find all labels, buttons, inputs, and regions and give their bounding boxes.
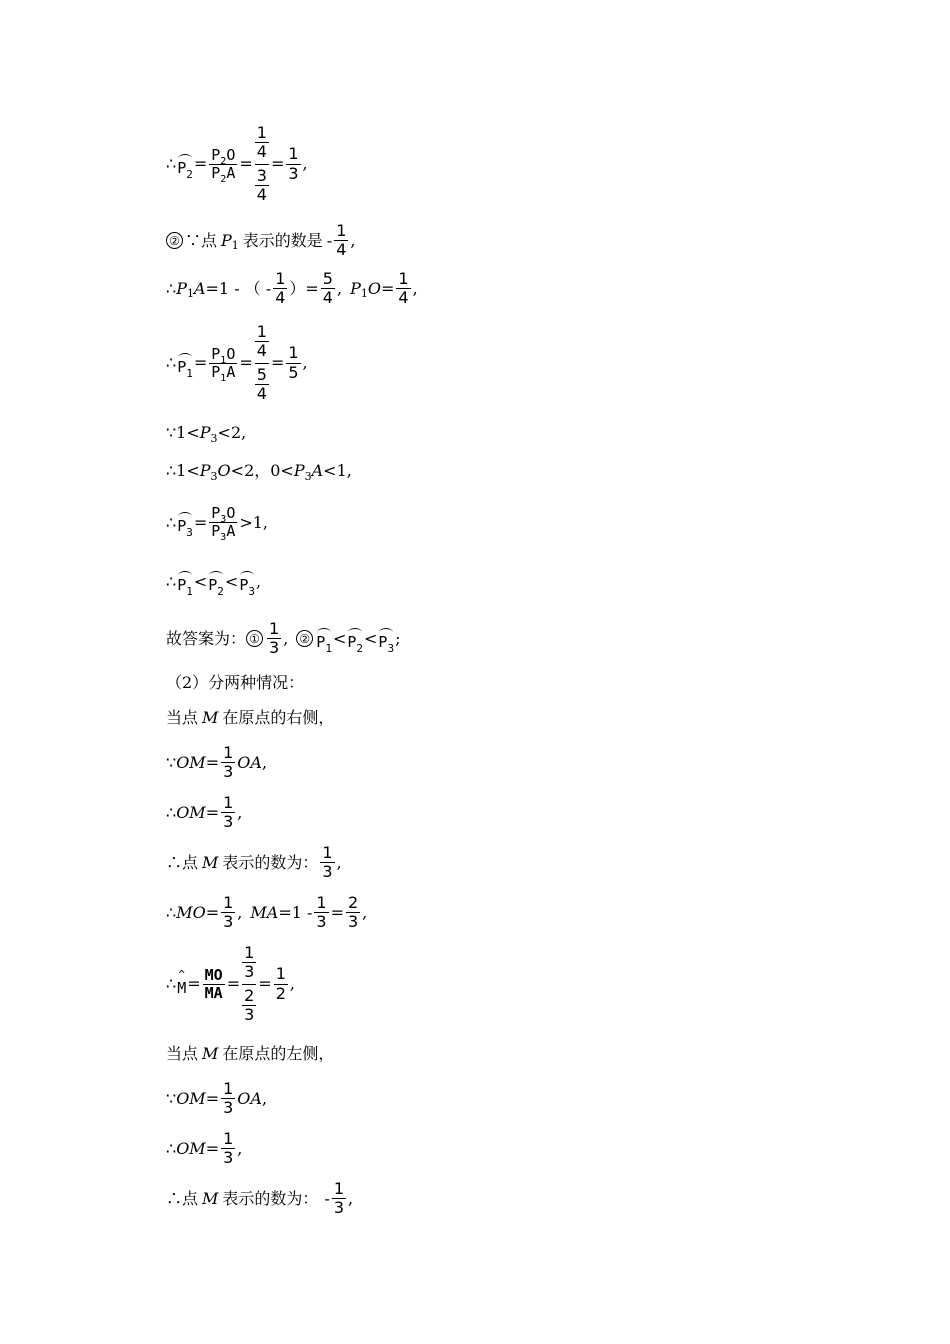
line-7 <box>166 504 269 544</box>
fraction: $\frac{1}{3}$ <box>223 893 234 932</box>
therefore-sign: ∴ <box>166 512 177 532</box>
comma: , <box>302 154 308 174</box>
circled-two: ② <box>166 232 183 249</box>
text: 当点 <box>166 1044 199 1063</box>
line-12 <box>166 744 267 782</box>
comma: , <box>336 278 343 298</box>
var-p: P <box>199 461 211 480</box>
therefore-sign: ∴ <box>166 902 177 922</box>
text: <2, <box>217 423 247 442</box>
line-17 <box>166 1046 334 1062</box>
subscript: 1 <box>186 287 194 301</box>
comma: , <box>255 571 262 591</box>
var-m: M <box>202 852 219 872</box>
text: <2，0< <box>230 461 294 480</box>
therefore-sign: ∴ <box>166 1138 177 1158</box>
var-om: OM <box>176 802 206 822</box>
var-om: OM <box>176 1088 206 1108</box>
line-3 <box>166 270 418 308</box>
subscript: 3 <box>210 431 218 445</box>
text: 表示的数为： <box>222 1188 319 1208</box>
because-sign: ∵ <box>166 1088 177 1108</box>
arc-p1: $P_1$ <box>316 627 332 650</box>
arc-p2: $P_2$ <box>208 570 224 593</box>
text: 当点 <box>166 708 199 727</box>
var-a: A <box>311 461 324 480</box>
equals: = <box>330 902 344 922</box>
var-m: M <box>202 1188 219 1208</box>
fraction: $\frac{1}{3}$ <box>269 619 280 658</box>
arc-p3: $P_3$ <box>239 570 255 593</box>
fraction: $\frac{1}{3}$ <box>223 743 234 782</box>
var-o: O <box>217 461 231 480</box>
equals: = <box>193 512 208 532</box>
fraction-p2o-p2a: $\frac{P_2O}{P_2A}$ <box>211 145 236 185</box>
var-p: P <box>293 461 305 480</box>
text: ∵1< <box>166 423 200 442</box>
because-sign: ∵ <box>166 752 177 772</box>
var-om: OM <box>176 1138 206 1158</box>
comma: , <box>350 230 356 250</box>
equals: = <box>258 974 272 994</box>
equals: = <box>205 1088 220 1108</box>
arc-p2: $P_2$ <box>177 153 193 176</box>
comma: , <box>362 902 368 922</box>
fraction: $\frac{1}{4}$ <box>275 269 286 308</box>
var-p: P <box>199 423 211 442</box>
fraction-result: $\frac{1}{3}$ <box>288 144 299 183</box>
arc-p2: $P_2$ <box>347 627 363 650</box>
equals: = <box>193 353 208 373</box>
fraction: $\frac{1}{4}$ <box>336 221 347 260</box>
text: 在原点的右侧， <box>222 708 335 727</box>
less-than: < <box>364 628 378 648</box>
fraction: $\frac{1}{3}$ <box>333 1179 345 1218</box>
equals: = <box>270 353 285 373</box>
fraction-result: $\frac{1}{5}$ <box>288 343 299 382</box>
equals: = <box>205 1138 220 1158</box>
therefore-sign: ∴ <box>166 353 177 373</box>
fraction: $\frac{1}{4}$ <box>398 269 409 308</box>
var-m: M <box>202 1044 219 1063</box>
var-ma: MA <box>250 902 279 922</box>
line-9 <box>166 620 400 658</box>
fraction: $\frac{1}{3}$ <box>223 1079 234 1118</box>
var-p: P <box>350 278 361 298</box>
fraction-p1o-p1a: $\frac{P_1O}{P_1A}$ <box>211 344 236 384</box>
equals: = <box>239 353 253 373</box>
less-than: < <box>332 628 347 648</box>
line-8 <box>166 570 262 598</box>
comma: , <box>237 802 243 822</box>
equals: = <box>205 752 220 772</box>
line-10 <box>166 675 304 691</box>
text: =1 - （ - <box>205 278 272 298</box>
minus: - <box>324 1188 330 1208</box>
equals: = <box>205 802 220 822</box>
fraction: $\frac{1}{3}$ <box>322 843 333 882</box>
circled-one: ① <box>246 630 263 647</box>
fraction: $\frac{5}{4}$ <box>322 269 333 308</box>
equals: = <box>193 154 208 174</box>
text: =1 - <box>278 902 313 922</box>
comma: , <box>237 1138 243 1158</box>
less-than: < <box>193 571 208 591</box>
semicolon: ; <box>395 628 401 648</box>
var-p: P <box>221 230 232 250</box>
equals: = <box>205 902 220 922</box>
text: <1, <box>323 461 352 480</box>
subscript: 3 <box>304 469 312 483</box>
line-20 <box>166 1180 353 1218</box>
arc-p1: $P_1$ <box>177 352 193 375</box>
fraction-mo-ma: $\frac{MO}{MA}$ <box>204 965 223 1002</box>
therefore-sign: ∴ <box>166 974 177 994</box>
subscript: 1 <box>360 287 368 301</box>
arc-p1: $P_1$ <box>177 570 193 593</box>
line-14 <box>166 844 342 882</box>
text: ∴1< <box>166 461 200 480</box>
line-4 <box>166 323 308 404</box>
fraction: $\frac{2}{3}$ <box>347 893 359 932</box>
var-a: A <box>193 278 206 298</box>
text: >1, <box>239 512 269 532</box>
therefore-sign: ∴ <box>166 154 177 174</box>
equals: = <box>226 974 241 994</box>
arc-p3: $P_3$ <box>378 627 394 650</box>
comma: , <box>237 902 243 922</box>
arc-p3: $P_3$ <box>177 511 193 534</box>
var-om: OM <box>176 752 206 772</box>
text: 表示的数是 <box>242 230 323 250</box>
fraction-p3o-p3a: $\frac{P_3O}{P_3A}$ <box>211 504 236 544</box>
comma: , <box>261 752 268 772</box>
text: 在原点的左侧， <box>222 1044 335 1063</box>
complex-fraction: $\frac{\frac{1}{4}}{\frac{5}{4}}$ <box>256 322 267 404</box>
line-6 <box>166 461 352 483</box>
line-19 <box>166 1130 242 1168</box>
var-p: P <box>176 278 187 298</box>
hat-m: ^ M <box>177 973 186 996</box>
var-oa: OA <box>237 1088 262 1108</box>
line-5 <box>166 423 247 445</box>
therefore-sign: ∴ <box>166 571 177 591</box>
comma: , <box>412 278 418 298</box>
fraction: $\frac{1}{3}$ <box>223 793 234 832</box>
text: 表示的数为： <box>222 852 319 872</box>
answer-label: 故答案为： <box>166 628 247 648</box>
comma: , <box>348 1188 354 1208</box>
circled-two: ② <box>296 630 313 647</box>
equals: = <box>239 154 253 174</box>
equals: = <box>187 974 201 994</box>
equals: = <box>380 278 395 298</box>
var-m: M <box>202 708 219 727</box>
subscript: 3 <box>210 469 218 483</box>
text: ∴点 <box>166 1188 199 1208</box>
line-2 <box>166 222 355 260</box>
therefore-sign: ∴ <box>166 802 177 822</box>
text: ∵点 <box>185 230 218 250</box>
complex-fraction: $\frac{\frac{1}{4}}{\frac{3}{4}}$ <box>256 123 267 205</box>
line-16 <box>166 944 295 1025</box>
part-two-heading: （2）分两种情况： <box>166 673 305 692</box>
text: ）= <box>289 278 319 298</box>
var-oa: OA <box>237 752 262 772</box>
therefore-sign: ∴ <box>166 278 177 298</box>
var-o: O <box>367 278 381 298</box>
comma: , <box>302 353 308 373</box>
comma: , <box>336 852 342 872</box>
comma: , <box>283 628 289 648</box>
line-13 <box>166 794 242 832</box>
comma: , <box>261 1088 268 1108</box>
fraction-result: $\frac{1}{2}$ <box>275 964 286 1003</box>
comma: , <box>289 974 295 994</box>
fraction: $\frac{1}{3}$ <box>223 1129 234 1168</box>
fraction: $\frac{1}{3}$ <box>316 893 327 932</box>
text: ∴点 <box>166 852 199 872</box>
complex-fraction: $\frac{\frac{1}{3}}{\frac{2}{3}}$ <box>244 943 255 1025</box>
line-18 <box>166 1080 267 1118</box>
line-15 <box>166 894 367 932</box>
line-11 <box>166 710 334 726</box>
minus: - <box>326 230 333 250</box>
less-than: < <box>224 571 239 591</box>
equals: = <box>270 154 285 174</box>
line-1 <box>166 124 308 205</box>
subscript: 1 <box>231 239 239 253</box>
var-mo: MO <box>176 902 206 922</box>
